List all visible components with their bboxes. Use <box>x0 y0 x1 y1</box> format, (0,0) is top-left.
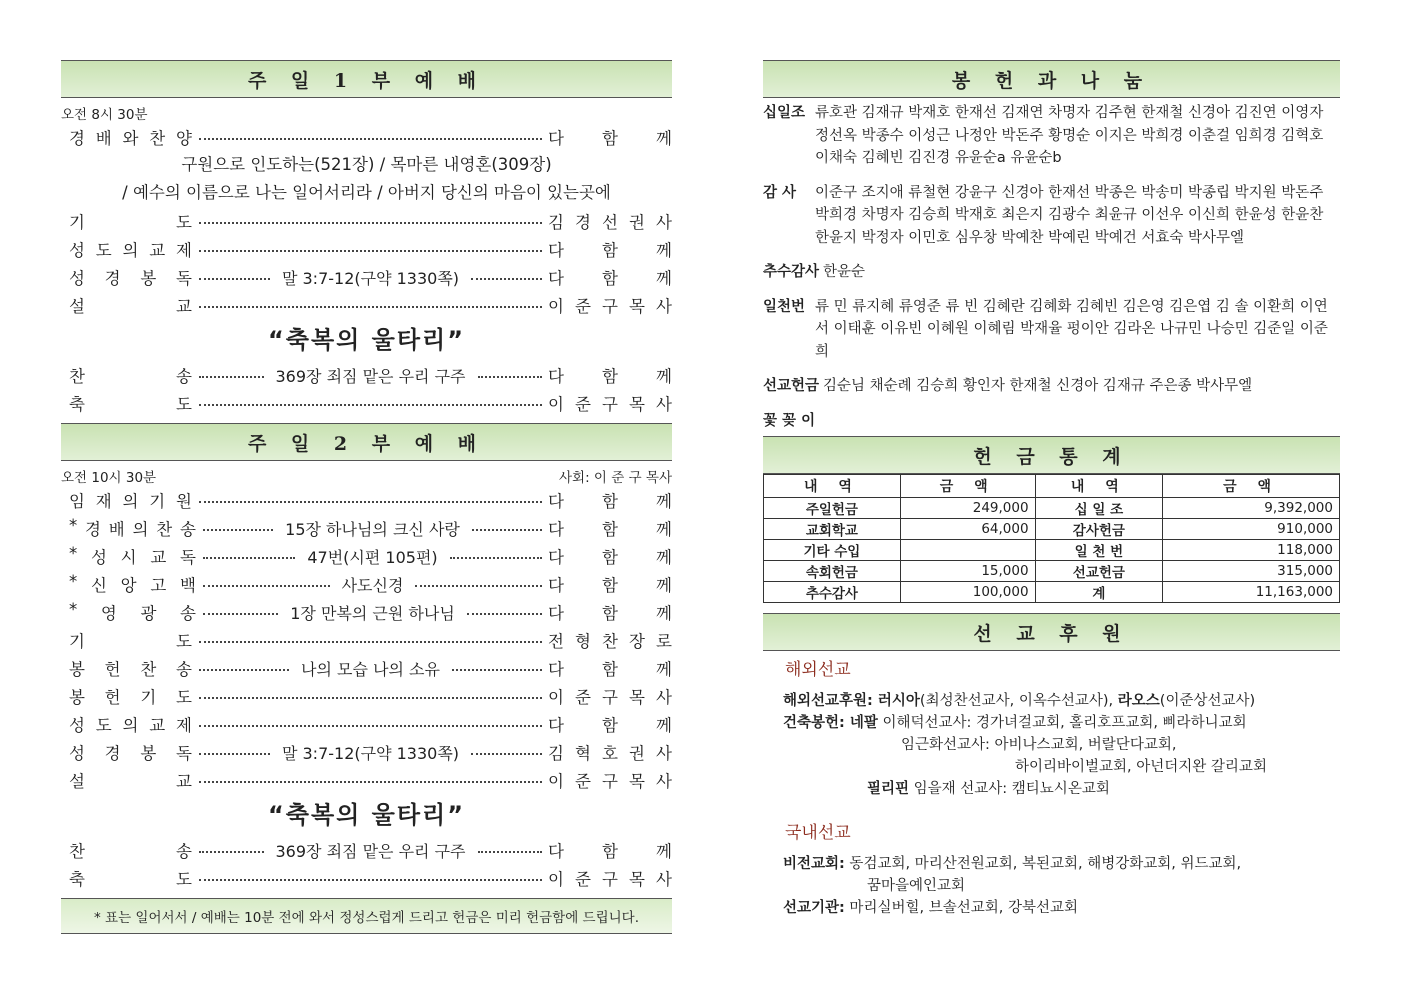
dot-leader <box>199 697 542 699</box>
service1-item <box>61 291 672 319</box>
dot-leader <box>199 641 542 643</box>
thousand-section <box>763 296 1340 364</box>
harvest-names: 한윤순 <box>823 264 866 280</box>
service1-closing-item <box>61 389 672 417</box>
table-row <box>764 582 1340 603</box>
order-label: 경 배 와 찬 양 <box>69 129 193 148</box>
order-content: 369장 죄짐 맡은 우리 구주 <box>275 841 466 861</box>
table-row <box>764 519 1340 540</box>
dot-leader <box>199 725 542 727</box>
order-label: * 신 앙 고 백 <box>69 572 197 595</box>
dot-leader <box>471 753 542 755</box>
order-label: 임 재 의 기 원 <box>69 492 193 511</box>
order-content: 369장 죄짐 맡은 우리 구주 <box>275 366 466 386</box>
domestic-line: 비전교회: 동검교회, 마리산전원교회, 복된교회, 해병강화교회, 위드교회, <box>783 856 1242 872</box>
thanks-section <box>763 182 1340 250</box>
dot-leader <box>199 669 289 671</box>
service2-time: 오전 10시 30분 <box>61 470 157 486</box>
dot-leader <box>203 529 273 531</box>
order-leader: 다 함 께 <box>548 842 672 861</box>
mission-offering-names: 김순님 채순례 김승희 황인자 한재철 신경아 김재규 주은종 박사무엘 <box>823 378 1253 394</box>
dot-leader <box>203 613 278 615</box>
order-label: 찬 송 <box>69 367 193 386</box>
table-header: 금 액 <box>900 475 1035 498</box>
praise-song-line: / 예수의 이름으로 나는 일어서리라 / 아버지 당신의 마음이 있는곳에 <box>122 183 611 202</box>
thanks-names: 이준구 조지애 류철현 강윤구 신경아 한재선 박종은 박송미 박종립 박지원 박돈주 박희경 차명자 김승희 박재호 최은지 김광수 최윤규 이선우 이신희 한윤성 한윤찬 한윤지 박정자 이민호 심우창 박예찬 박예린 박예건 서효숙 박사무엘 <box>815 184 1324 246</box>
service1-title: 주 일 1 부 예 배 <box>61 60 672 98</box>
dot-leader <box>199 879 542 881</box>
order-leader: 다 함 께 <box>548 604 672 623</box>
table-header: 내 역 <box>1035 475 1163 498</box>
service2-item <box>61 570 672 598</box>
order-leader: 김 경 선 권 사 <box>548 213 672 232</box>
order-label: 성 경 봉 독 <box>69 269 193 288</box>
order-leader: 이 준 구 목 사 <box>548 688 672 707</box>
order-content: 1장 만복의 근원 하나님 <box>290 603 455 623</box>
dot-leader <box>478 376 543 378</box>
order-label: * 경 배 의 찬 송 <box>69 516 197 539</box>
order-leader: 다 함 께 <box>548 660 672 679</box>
table-cell: 910,000 <box>1163 519 1340 540</box>
service1-time: 오전 8시 30분 <box>61 107 148 123</box>
table-cell: 속회헌금 <box>764 561 901 582</box>
order-leader: 다 함 께 <box>548 716 672 735</box>
order-leader: 다 함 께 <box>548 492 672 511</box>
order-leader: 이 준 구 목 사 <box>548 395 672 414</box>
domestic-line: 선교기관: 마리실버힐, 브솔선교회, 강북선교회 <box>783 900 1078 916</box>
table-cell <box>900 540 1035 561</box>
dot-leader <box>450 557 542 559</box>
order-label: 설 교 <box>69 297 193 316</box>
dot-leader <box>203 585 330 587</box>
flower-label: 꽃 꽂 이 <box>763 412 816 429</box>
service2-item <box>61 654 672 682</box>
table-cell: 64,000 <box>900 519 1035 540</box>
order-leader: 다 함 께 <box>548 269 672 288</box>
order-content: 말 3:7-12(구약 1330쪽) <box>281 268 460 288</box>
order-leader: 다 함 께 <box>548 548 672 567</box>
thanks-label: 감 사 <box>763 184 797 201</box>
dot-leader <box>199 138 542 140</box>
service2-closing-item <box>61 864 672 892</box>
overseas-line: 건축봉헌: 네팔 이해덕선교사: 경가녀걸교회, 홀리호프교회, 삐라하니교회 <box>783 715 1247 731</box>
table-row <box>764 561 1340 582</box>
philippines-line: 필리핀 임을재 선교사: 캠티뇨시온교회 <box>867 781 1110 797</box>
dot-leader <box>199 753 270 755</box>
dot-leader <box>199 306 542 308</box>
service2-item <box>61 682 672 710</box>
order-label: 성 경 봉 독 <box>69 744 193 763</box>
stats-title: 헌 금 통 계 <box>763 436 1340 474</box>
dot-leader <box>415 585 542 587</box>
service1-item <box>61 263 672 291</box>
overseas-line: 해외선교후원: 러시아(최성찬선교사, 이옥수선교사), 라오스(이준상선교사) <box>783 693 1256 709</box>
order-label: 찬 송 <box>69 842 193 861</box>
dot-leader <box>452 669 542 671</box>
service2-item <box>61 598 672 626</box>
service2-item <box>61 514 672 542</box>
praise-song-line: 구원으로 인도하는(521장) / 목마른 내영혼(309장) <box>181 155 552 174</box>
table-cell: 주일헌금 <box>764 498 901 519</box>
service2-closing-item <box>61 836 672 864</box>
dot-leader <box>199 222 542 224</box>
overseas-title: 해외선교 <box>785 660 851 680</box>
thousand-label: 일천번 <box>763 298 806 315</box>
dot-leader <box>199 376 264 378</box>
table-cell: 기타 수입 <box>764 540 901 561</box>
order-content: 말 3:7-12(구약 1330쪽) <box>281 743 460 763</box>
service1-item <box>61 123 672 151</box>
tithe-names: 류호관 김재규 박재호 한재선 김재연 차명자 김주현 한재철 신경아 김진연 이영자 정선옥 박종수 이성근 나정안 박돈주 황명순 이지은 박희경 이춘걸 임희경 김혁호 이채숙 김혜빈 김진경 유윤순a 유윤순b <box>815 105 1324 166</box>
service2-item <box>61 766 672 794</box>
table-header: 내 역 <box>764 475 901 498</box>
table-cell: 선교헌금 <box>1035 561 1163 582</box>
order-leader: 다 함 께 <box>548 129 672 148</box>
service2-item <box>61 738 672 766</box>
table-row <box>764 498 1340 519</box>
thousand-names: 류 민 류지혜 류영준 류 빈 김혜란 김혜화 김혜빈 김은영 김은엽 김 솔 이환희 이연서 이태훈 이유빈 이혜원 이혜림 박재율 펑이안 김라온 나규민 나승민 김준일 이준희 <box>815 298 1328 360</box>
right-column <box>763 60 1340 919</box>
order-content: 15장 하나님의 크신 사랑 <box>285 519 460 539</box>
order-content: 47번(시편 105편) <box>307 547 438 567</box>
order-leader: 이 준 구 목 사 <box>548 870 672 889</box>
order-leader: 다 함 께 <box>548 576 672 595</box>
table-row <box>764 540 1340 561</box>
order-label: 성 도 의 교 제 <box>69 241 193 260</box>
mission-offering-section <box>763 375 1340 398</box>
dot-leader <box>199 501 542 503</box>
order-label: 봉 헌 찬 송 <box>69 660 193 679</box>
order-label: 설 교 <box>69 772 193 791</box>
table-cell: 십 일 조 <box>1035 498 1163 519</box>
service2-item <box>61 486 672 514</box>
domestic-title: 국내선교 <box>785 823 851 843</box>
order-leader: 이 준 구 목 사 <box>548 297 672 316</box>
offering-stats-table <box>763 474 1340 603</box>
service1-item <box>61 235 672 263</box>
dot-leader <box>199 250 542 252</box>
flower-section <box>763 410 1340 433</box>
dot-leader <box>199 278 270 280</box>
order-leader: 다 함 께 <box>548 367 672 386</box>
tithe-section <box>763 102 1340 170</box>
service1-sermon-title: “축복의 울타리” <box>267 326 465 354</box>
dot-leader <box>472 529 542 531</box>
dot-leader <box>203 557 295 559</box>
table-cell: 추수감사 <box>764 582 901 603</box>
order-leader: 전 형 찬 장 로 <box>548 632 672 651</box>
service2-title: 주 일 2 부 예 배 <box>61 423 672 461</box>
service2-item <box>61 710 672 738</box>
table-cell: 315,000 <box>1163 561 1340 582</box>
table-cell: 교회학교 <box>764 519 901 540</box>
table-cell: 일 천 번 <box>1035 540 1163 561</box>
order-label: 봉 헌 기 도 <box>69 688 193 707</box>
service2-host: 사회: 이 준 구 목사 <box>558 470 672 486</box>
overseas-more-1: 임근화선교사: 아비나스교회, 버랄단다교회, <box>901 737 1177 753</box>
dot-leader <box>199 781 542 783</box>
table-cell: 감사헌금 <box>1035 519 1163 540</box>
order-label: 축 도 <box>69 870 193 889</box>
order-leader: 다 함 께 <box>548 520 672 539</box>
order-label: * 성 시 교 독 <box>69 544 197 567</box>
offering-title: 봉 헌 과 나 눔 <box>763 60 1340 98</box>
service2-item <box>61 542 672 570</box>
harvest-section <box>763 261 1340 284</box>
footnote: * 표는 일어서서 / 예배는 10분 전에 와서 정성스럽게 드리고 헌금은 미리 헌금함에 드립니다. <box>61 898 672 934</box>
service2-item <box>61 626 672 654</box>
dot-leader <box>199 851 264 853</box>
service1-closing-item <box>61 361 672 389</box>
missions-title: 선 교 후 원 <box>763 613 1340 651</box>
order-label: 축 도 <box>69 395 193 414</box>
order-label: 성 도 의 교 제 <box>69 716 193 735</box>
table-cell: 9,392,000 <box>1163 498 1340 519</box>
order-content: 사도신경 <box>341 575 404 595</box>
service1-item <box>61 207 672 235</box>
dot-leader <box>478 851 543 853</box>
order-label: 기 도 <box>69 213 193 232</box>
order-content: 나의 모습 나의 소유 <box>301 659 440 679</box>
table-cell: 11,163,000 <box>1163 582 1340 603</box>
table-cell: 100,000 <box>900 582 1035 603</box>
domestic-line: 꿈마을예인교회 <box>867 878 966 894</box>
table-cell: 118,000 <box>1163 540 1340 561</box>
mission-offering-label: 선교헌금 <box>763 378 820 394</box>
order-leader: 다 함 께 <box>548 241 672 260</box>
order-leader: 김 혁 호 권 사 <box>548 744 672 763</box>
table-cell: 15,000 <box>900 561 1035 582</box>
order-leader: 이 준 구 목 사 <box>548 772 672 791</box>
table-cell: 계 <box>1035 582 1163 603</box>
service2-sermon-title: “축복의 울타리” <box>267 801 465 829</box>
order-label: * 영 광 송 <box>69 600 197 623</box>
order-label: 기 도 <box>69 632 193 651</box>
dot-leader <box>471 278 542 280</box>
overseas-more-2: 하이리바이벌교회, 아넌더지완 갈리교회 <box>1015 759 1267 775</box>
dot-leader <box>467 613 542 615</box>
harvest-label: 추수감사 <box>763 264 820 280</box>
table-header: 금 액 <box>1163 475 1340 498</box>
table-cell: 249,000 <box>900 498 1035 519</box>
left-column <box>61 60 672 934</box>
tithe-label: 십일조 <box>763 105 806 121</box>
dot-leader <box>199 404 542 406</box>
